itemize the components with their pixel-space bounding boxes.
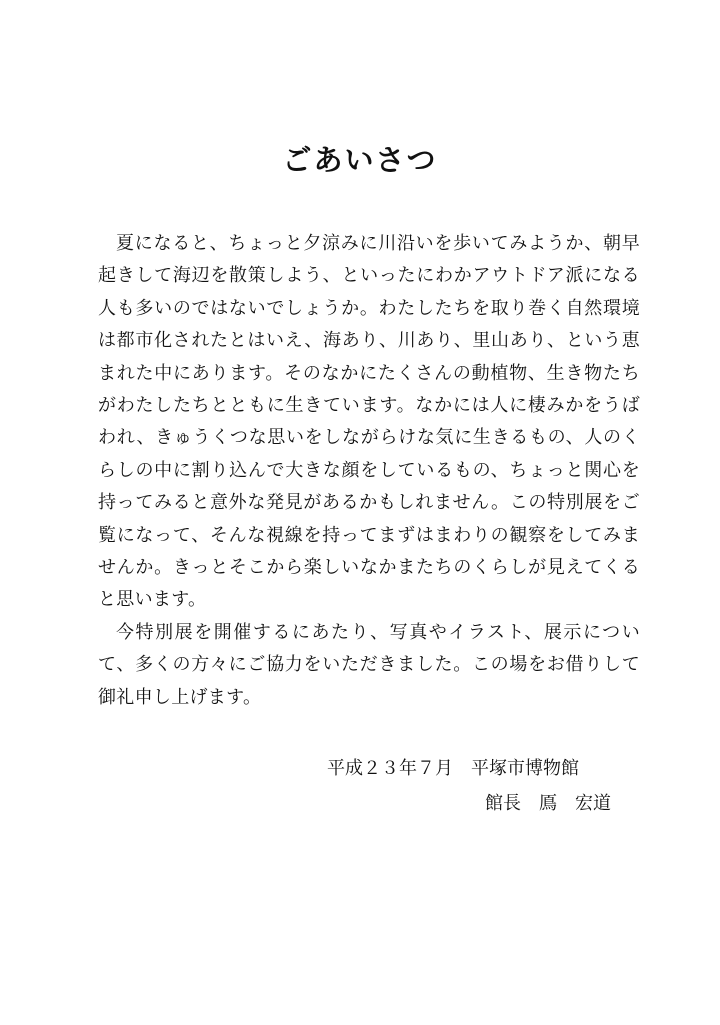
signer-given-name: 宏道	[575, 793, 611, 814]
document-body	[98, 228, 640, 714]
signer	[485, 792, 611, 816]
body-paragraph-1: 夏になると、ちょっと夕涼みに川沿いを歩いてみようか、朝早起きして海辺を散策しよう、といったにわかアウトドア派になる人も多いのではないでしょうか。わたしたちを取り巻く自然環境は都市化されたとはいえ、海あり、川あり、里山あり、という恵まれた中にあります。そのなかにたくさんの動植物、生き物たちがわたしたちとともに生きています。なかには人に棲みかをうばわれ、きゅうくつな思いをしながらけな気に生きるもの、人のくらしの中に割り込んで大きな顔をしているもの、ちょっと関心を持ってみると意外な発見があるかもしれません。この特別展をご覧になって、そんな視線を持ってまずはまわりの観察をしてみませんか。きっとそこから楽しいなかまたちのくらしが見えてくると思います。	[98, 233, 640, 611]
body-paragraph-2: 今特別展を開催するにあたり、写真やイラスト、展示について、多くの方々にご協力をいただきました。この場をお借りして御礼申し上げます。	[98, 621, 640, 708]
signer-surname: 鳫	[539, 793, 557, 814]
organization-name: 平塚市博物館	[471, 758, 579, 779]
date-and-organization	[327, 757, 579, 781]
issue-date: 平成２３年７月	[327, 758, 453, 779]
document-title: ごあいさつ	[282, 143, 438, 177]
signer-role: 館長	[485, 793, 521, 814]
